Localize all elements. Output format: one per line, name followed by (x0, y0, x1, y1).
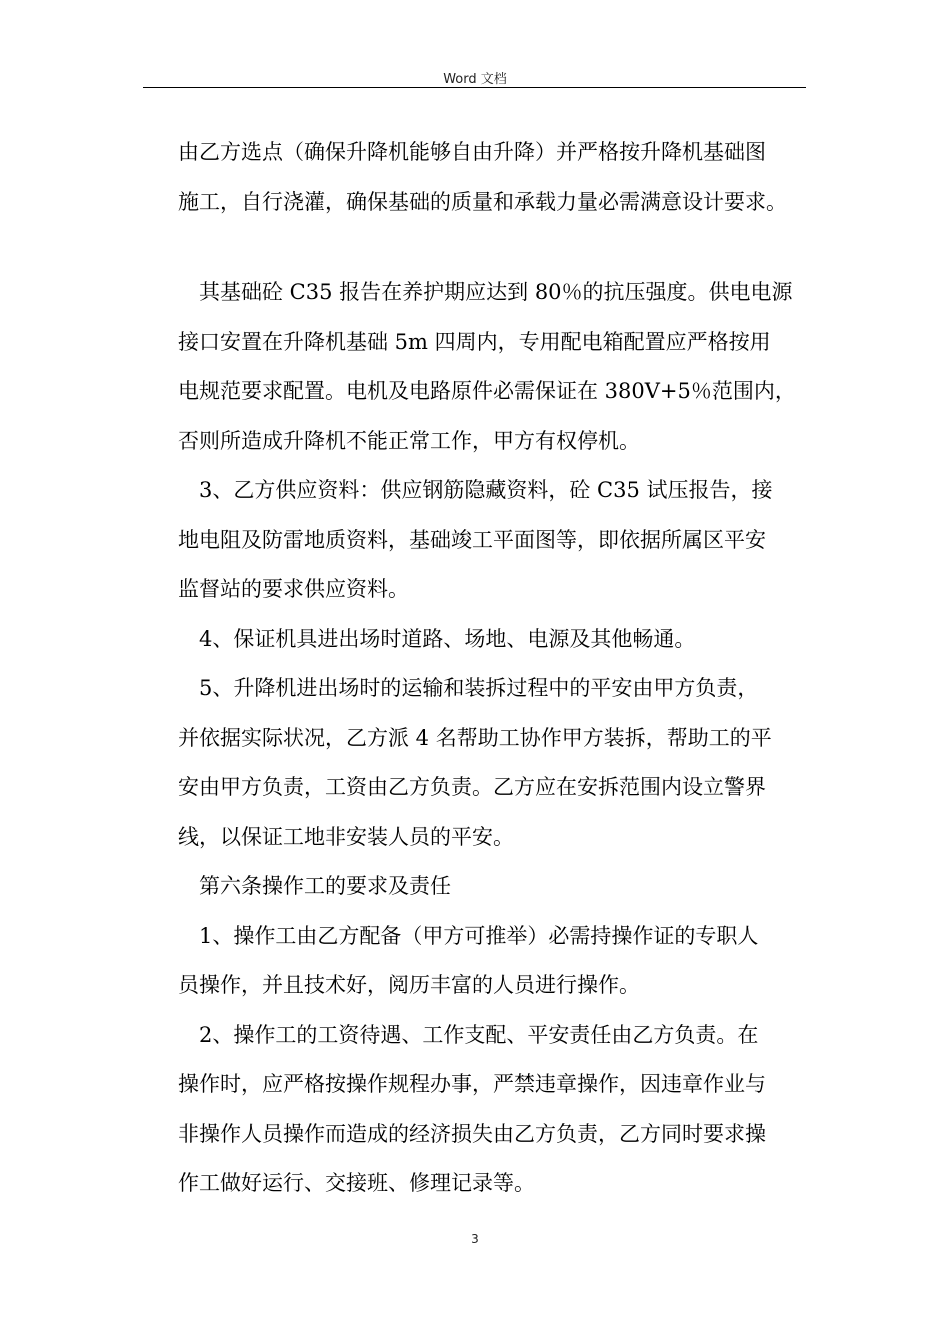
body-line: 作工做好运行、交接班、修理记录等。 (178, 1171, 535, 1195)
body-line: 5、升降机进出场时的运输和装拆过程中的平安由甲方负责， (199, 676, 759, 700)
body-line: 地电阻及防雷地质资料，基础竣工平面图等，即依据所属区平安 (178, 527, 766, 552)
body-line: 3、乙方供应资料：供应钢筋隐藏资料，砼 C35 试压报告，接 (199, 478, 773, 502)
body-line: 1、操作工由乙方配备（甲方可推举）必需持操作证的专职人 (199, 923, 759, 948)
header-divider (143, 87, 806, 88)
paragraph-gap (178, 227, 818, 268)
body-line: 监督站的要求供应资料。 (178, 577, 409, 601)
section-heading: 第六条操作工的要求及责任 (199, 874, 451, 898)
body-line: 并依据实际状况，乙方派 4 名帮助工协作甲方装拆，帮助工的平 (178, 725, 772, 750)
body-line: 非操作人员操作而造成的经济损失由乙方负责，乙方同时要求操 (178, 1121, 766, 1146)
body-line: 4、保证机具进出场时道路、场地、电源及其他畅通。 (199, 626, 696, 651)
body-line: 由乙方选点（确保升降机能够自由升降）并严格按升降机基础图 (178, 140, 766, 164)
body-line: 线，以保证工地非安装人员的平安。 (178, 824, 514, 849)
body-line: 接口安置在升降机基础 5m 四周内，专用配电箱配置应严格按用 (178, 329, 771, 354)
body-line: 员操作，并且技术好，阅历丰富的人员进行操作。 (178, 973, 640, 997)
body-line: 安由甲方负责，工资由乙方负责。乙方应在安拆范围内设立警界 (178, 775, 766, 799)
body-line: 电规范要求配置。电机及电路原件必需保证在 380V+5％范围内， (178, 379, 796, 403)
body-line: 否则所造成升降机不能正常工作，甲方有权停机。 (178, 428, 640, 453)
page-number: 3 (471, 1232, 479, 1246)
page-header-title: Word 文档 (443, 72, 507, 87)
body-line: 其基础砼 C35 报告在养护期应达到 80％的抗压强度。供电电源 (199, 280, 793, 304)
body-line: 施工，自行浇灌，确保基础的质量和承载力量必需满意设计要求。 (178, 189, 787, 214)
body-line: 操作时，应严格按操作规程办事，严禁违章操作，因违章作业与 (178, 1072, 766, 1096)
document-body (178, 128, 818, 1209)
body-line: 2、操作工的工资待遇、工作支配、平安责任由乙方负责。在 (199, 1022, 759, 1047)
